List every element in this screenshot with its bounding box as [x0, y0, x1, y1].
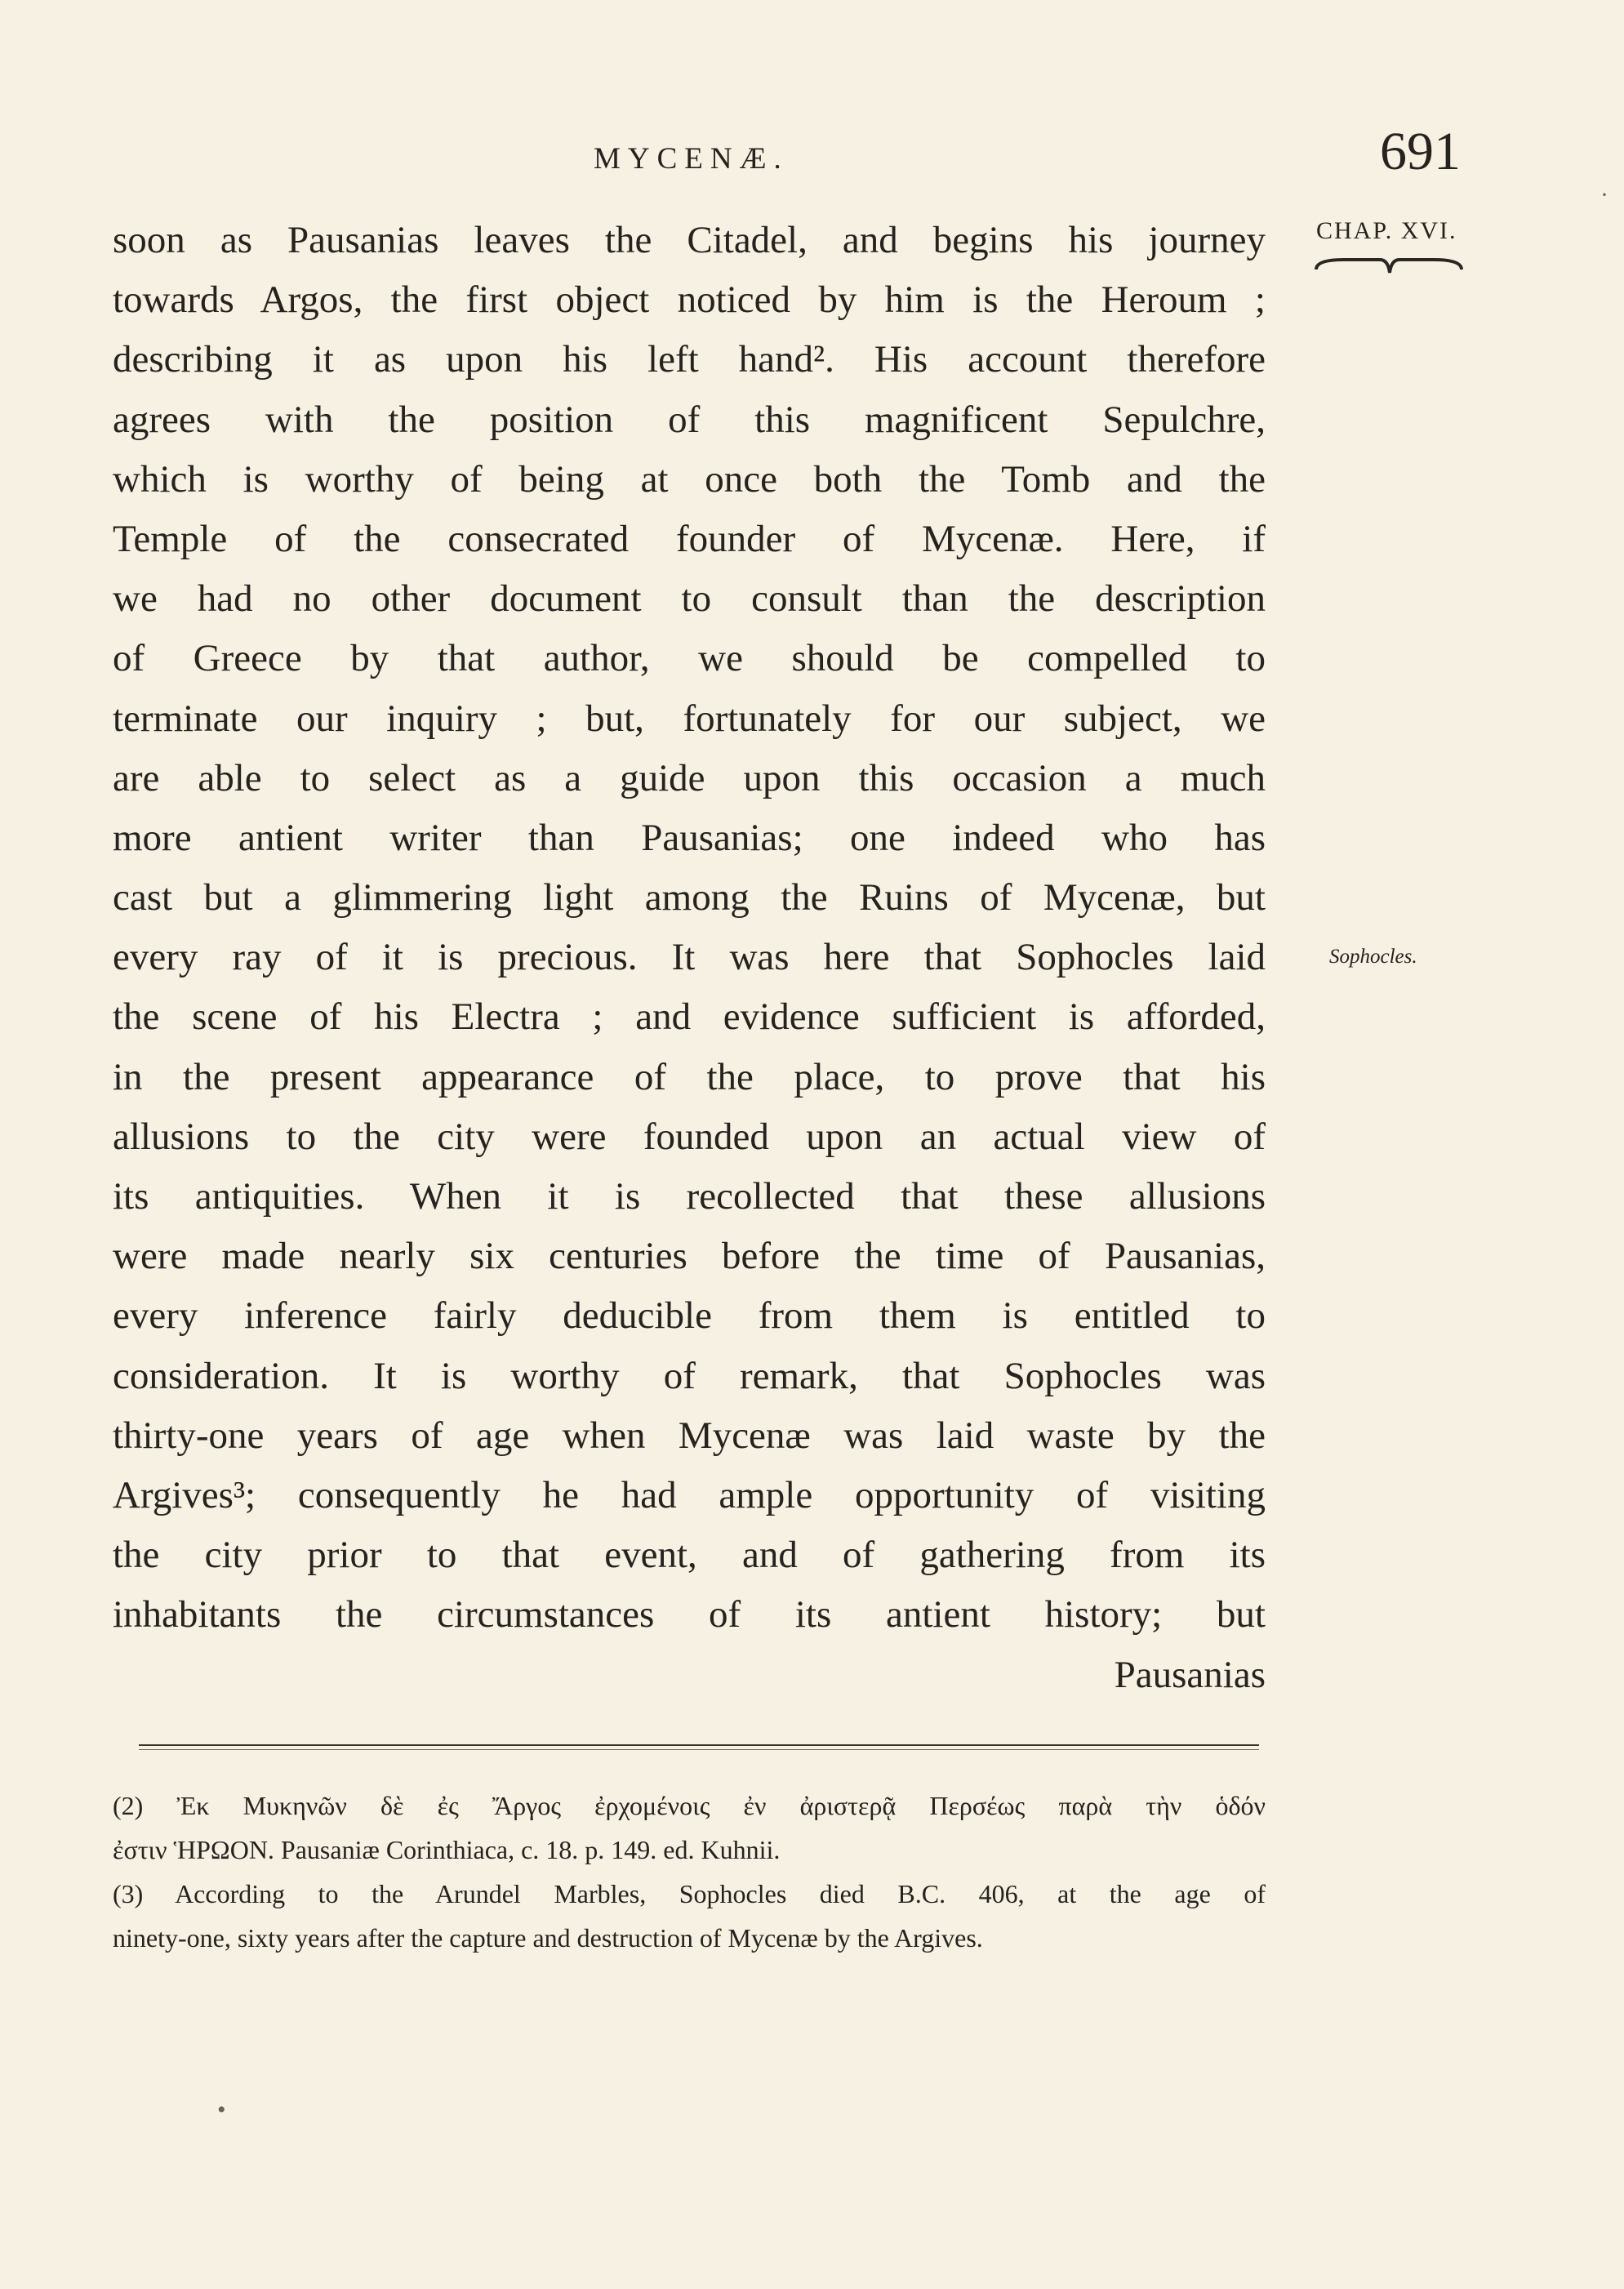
- body-line: were made nearly six centuries before the time of Pausanias,: [113, 1235, 1266, 1278]
- footnote-rule-thin: [139, 1749, 1259, 1750]
- footnote-line: (2) Ἐκ Μυκηνῶν δὲ ἐς Ἄργος ἐρχομένοις ἐν ἀριστερᾷ Περσέως παρὰ τὴν ὁδόν: [113, 1791, 1266, 1820]
- body-line: its antiquities. When it is recollected that these allusions: [113, 1175, 1266, 1218]
- body-line: describing it as upon his left hand². His account therefore: [113, 338, 1266, 381]
- body-line: inhabitants the circumstances of its antient history; but: [113, 1593, 1266, 1637]
- body-line: every ray of it is precious. It was here that Sophocles laid: [113, 936, 1266, 979]
- running-title: MYCENÆ.: [594, 142, 789, 176]
- paper-speck: ·: [1600, 181, 1608, 208]
- page-number: 691: [1380, 122, 1461, 181]
- body-line: towards Argos, the first object noticed by him is the Heroum ;: [113, 278, 1266, 322]
- body-line: are able to select as a guide upon this occasion a much: [113, 756, 1266, 799]
- body-line: agrees with the position of this magnificent Sepulchre,: [113, 398, 1266, 441]
- body-line: Argives³; consequently he had ample opportunity of visiting: [113, 1473, 1266, 1516]
- footnote-line: ἐστιν ἩΡΩΟΝ. Pausaniæ Corinthiaca, c. 18. p. 149. ed. Kuhnii.: [113, 1835, 781, 1864]
- footnote-rule: [139, 1744, 1259, 1746]
- catchword: Pausanias: [1114, 1653, 1266, 1696]
- body-line: soon as Pausanias leaves the Citadel, and begins his journey: [113, 219, 1266, 261]
- body-line: the city prior to that event, and of gathering from its: [113, 1534, 1266, 1577]
- body-line: we had no other document to consult than the description: [113, 577, 1266, 621]
- footnotes: [113, 1784, 1266, 1960]
- footnote-line: (3) According to the Arundel Marbles, Sophocles died B.C. 406, at the age of: [113, 1879, 1266, 1908]
- body-line: Temple of the consecrated founder of Mycenæ. Here, if: [113, 517, 1266, 560]
- margin-note-sophocles: Sophocles.: [1329, 946, 1417, 968]
- paper-speck: •: [217, 2096, 226, 2123]
- margin-brace: [1311, 253, 1466, 281]
- body-text: [113, 211, 1266, 1705]
- body-line: cast but a glimmering light among the Ruins of Mycenæ, but: [113, 876, 1266, 920]
- body-line: the scene of his Electra ; and evidence sufficient is afforded,: [113, 995, 1266, 1039]
- body-line: thirty-one years of age when Mycenæ was laid waste by the: [113, 1414, 1266, 1457]
- margin-chapter-label: CHAP. XVI.: [1316, 217, 1457, 244]
- body-line: in the present appearance of the place, to prove that his: [113, 1055, 1266, 1098]
- body-line: consideration. It is worthy of remark, that Sophocles was: [113, 1354, 1266, 1397]
- body-line: more antient writer than Pausanias; one indeed who has: [113, 816, 1266, 859]
- body-line: of Greece by that author, we should be compelled to: [113, 637, 1266, 680]
- body-line: which is worthy of being at once both the Tomb and the: [113, 457, 1266, 501]
- body-line: every inference fairly deducible from them is entitled to: [113, 1294, 1266, 1338]
- footnote-line: ninety-one, sixty years after the capture and destruction of Mycenæ by the Argives.: [113, 1923, 983, 1953]
- body-line: terminate our inquiry ; but, fortunately for our subject, we: [113, 697, 1266, 740]
- body-line: allusions to the city were founded upon an actual view of: [113, 1115, 1266, 1158]
